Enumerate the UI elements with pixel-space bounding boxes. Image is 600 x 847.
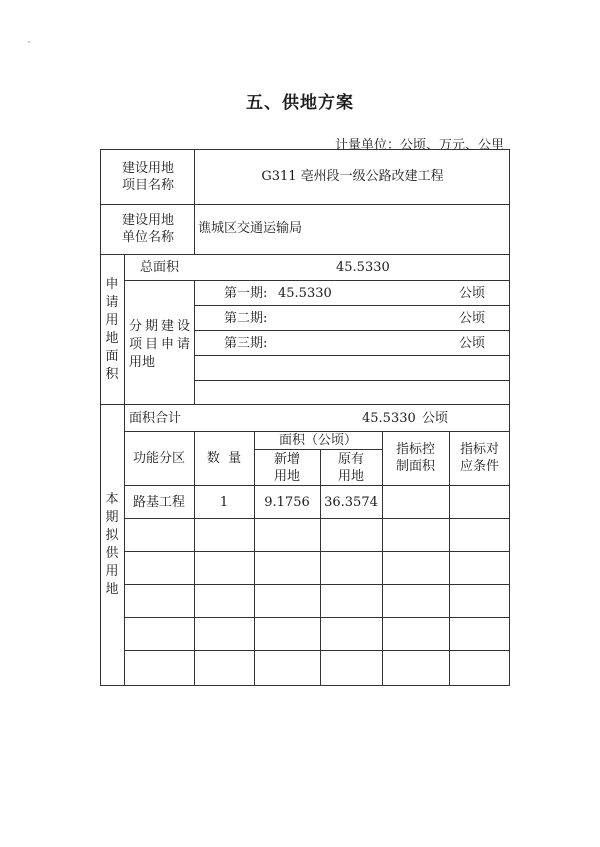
row-1-quantity: 1 xyxy=(219,495,229,510)
phase-2-label: 第二期: xyxy=(224,311,268,326)
phase-1-unit: 公顷 xyxy=(459,286,486,301)
application-section-label: 申 请 用 地 面 积 xyxy=(105,277,119,382)
header-area: 面积（公顷） xyxy=(278,433,357,448)
units-note: 计量单位：公顷、万元、公里 xyxy=(334,138,504,153)
row-1-zone: 路基工程 xyxy=(132,495,185,510)
row-1-new-land: 9.1756 xyxy=(264,495,310,510)
phase-1-label: 第一期: xyxy=(224,286,268,301)
area-sum-unit: 公顷 xyxy=(422,411,449,426)
total-area-label: 总面积 xyxy=(140,260,180,275)
unit-name-value: 谯城区交通运输局 xyxy=(198,221,303,236)
project-name-value: G311 亳州段一级公路改建工程 xyxy=(261,169,444,184)
page-title: 五、供地方案 xyxy=(246,93,354,113)
project-name-label: 建设用地 项目名称 xyxy=(121,161,174,193)
scan-speck xyxy=(28,41,30,43)
phase-2-unit: 公顷 xyxy=(459,311,486,326)
phase-3-unit: 公顷 xyxy=(459,336,486,351)
header-zone: 功能分区 xyxy=(132,451,185,466)
header-conditions: 指标对 应条件 xyxy=(459,442,499,474)
header-original-land: 原有 用地 xyxy=(337,452,364,484)
area-sum-value: 45.5330 xyxy=(362,411,416,426)
header-new-land: 新增 用地 xyxy=(273,452,300,484)
current-section-label: 本 期 拟 供 用 地 xyxy=(105,492,119,597)
header-control-area: 指标控 制面积 xyxy=(395,442,435,474)
phase-1-value: 45.5330 xyxy=(278,286,332,301)
unit-name-label: 建设用地 单位名称 xyxy=(121,213,174,245)
total-area-value: 45.5330 xyxy=(336,260,390,275)
row-1-original-land: 36.3574 xyxy=(324,495,378,510)
phase-label: 分期建设 项目申请 用地 xyxy=(129,319,194,370)
phase-3-label: 第三期: xyxy=(224,336,268,351)
header-quantity: 数 量 xyxy=(206,451,242,466)
area-sum-label: 面积合计 xyxy=(129,411,182,426)
